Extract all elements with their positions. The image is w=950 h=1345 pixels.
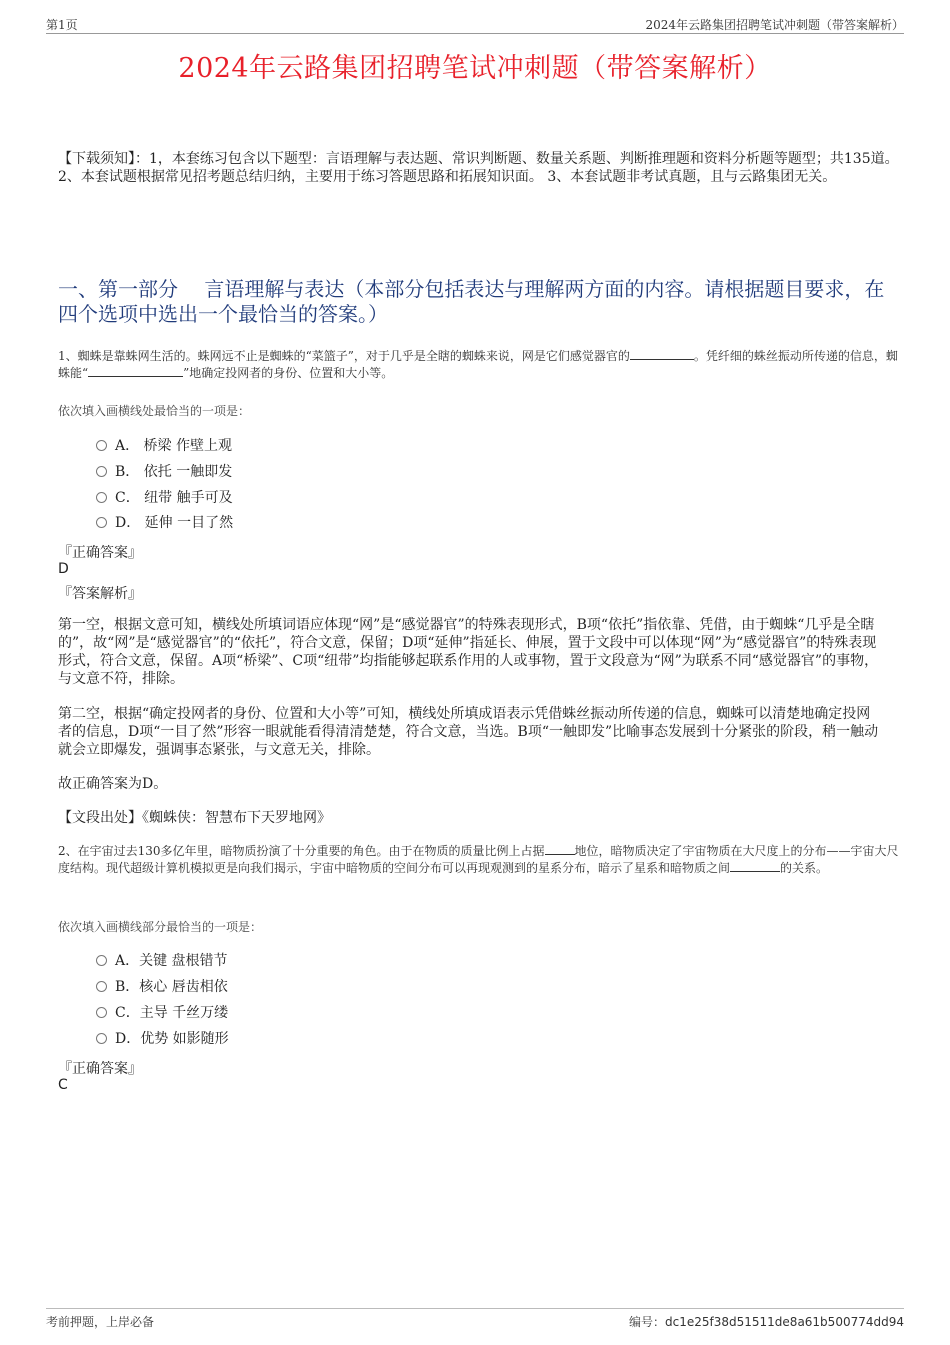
q2-answer: C xyxy=(58,1077,68,1093)
q1-option-d[interactable]: D． 延伸 一目了然 xyxy=(96,514,233,532)
q2-option-b[interactable]: B．核心 唇齿相依 xyxy=(96,978,228,996)
q1-option-b[interactable]: B． 依托 一触即发 xyxy=(96,463,232,481)
q2-option-a[interactable]: A．关键 盘根错节 xyxy=(96,952,228,970)
q1-answer: D xyxy=(58,561,69,577)
footer-slogan: 考前押题，上岸必备 xyxy=(46,1315,155,1329)
radio-icon[interactable] xyxy=(96,440,107,451)
blank-1 xyxy=(630,348,694,360)
header-doc-title: 2024年云路集团招聘笔试冲刺题（带答案解析） xyxy=(645,18,904,32)
q2-option-c[interactable]: C．主导 千丝万缕 xyxy=(96,1004,228,1022)
q1-option-a[interactable]: A． 桥梁 作壁上观 xyxy=(96,437,232,455)
page-number: 第1页 xyxy=(46,18,78,32)
q1-option-c[interactable]: C． 纽带 触手可及 xyxy=(96,489,233,507)
q1-analysis-label: 『答案解析』 xyxy=(58,586,142,602)
radio-icon[interactable] xyxy=(96,1007,107,1018)
header-divider xyxy=(46,33,904,34)
section-heading: 一、第一部分 言语理解与表达（本部分包括表达与理解两方面的内容。请根据题目要求，在四个选项中选出一个最恰当的答案。） xyxy=(58,277,885,326)
blank-2 xyxy=(730,860,780,872)
radio-icon[interactable] xyxy=(96,981,107,992)
page-title: 2024年云路集团招聘笔试冲刺题（带答案解析） xyxy=(178,53,772,84)
question-2-stem: 2、在宇宙过去130多亿年里，暗物质扮演了十分重要的角色。由于在物质的质量比例上占据 地位，暗物质决定了宇宙物质在大尺度上的分布——宇宙大尺度结构。现代超级计算机模拟更是向我们揭示，宇宙中暗物质的空间分布可以再现观测到的星系分布，暗示了星系和暗物质之间 的关系。 xyxy=(58,844,899,875)
radio-icon[interactable] xyxy=(96,955,107,966)
footer-code: 编号：dc1e25f38d51511de8a61b500774dd94 xyxy=(629,1315,904,1329)
blank-1 xyxy=(545,843,575,855)
radio-icon[interactable] xyxy=(96,517,107,528)
q1-analysis-paragraph-1: 第一空，根据文意可知，横线处所填词语应体现“网”是“感觉器官”的特殊表现形式，B项“依托”指依靠、凭借，由于蜘蛛“几乎是全瞎的”，故“网”是“感觉器官”的“依托”，符合文意，保留；D项“延伸”指延长、伸展，置于文段中可以体现“网”为“感觉器官”的特殊表现形式，符合文意，保留。A项“桥梁”、C项“纽带”均指能够起联系作用的人或事物，置于文段意为“网”为联系不同“感觉器官”的事物，与文意不符，排除。 xyxy=(58,617,879,687)
radio-icon[interactable] xyxy=(96,466,107,477)
question-1-hint: 依次填入画横线处最恰当的一项是： xyxy=(58,404,251,418)
footer-divider xyxy=(46,1308,904,1309)
q1-source: 【文段出处】《蜘蛛侠：智慧布下天罗地网》 xyxy=(58,810,331,826)
q1-conclusion: 故正确答案为D。 xyxy=(58,776,168,792)
blank-2 xyxy=(88,365,183,377)
radio-icon[interactable] xyxy=(96,492,107,503)
q2-answer-label: 『正确答案』 xyxy=(58,1061,142,1077)
q1-analysis-paragraph-2: 第二空，根据“确定投网者的身份、位置和大小等”可知，横线处所填成语表示凭借蛛丝振动所传递的信息，蜘蛛可以清楚地确定投网者的信息，D项“一目了然”形容一眼就能看得清清楚楚，符合文意，当选。B项“一触即发”比喻事态发展到十分紧张的阶段，稍一触动就会立即爆发，强调事态紧张，与文意无关，排除。 xyxy=(58,706,879,758)
download-notice: 【下载须知】：1，本套练习包含以下题型：言语理解与表达题、常识判断题、数量关系题、判断推理题和资料分析题等题型；共135道。 2、本套试题根据常见招考题总结归纳，主要用于练习答题思路和拓展知识面。 3、本套试题非考试真题，且与云路集团无关。 xyxy=(58,151,899,185)
q1-answer-label: 『正确答案』 xyxy=(58,545,142,561)
radio-icon[interactable] xyxy=(96,1033,107,1044)
question-1-stem: 1、蜘蛛是靠蛛网生活的。蛛网远不止是蜘蛛的“菜篮子”，对于几乎是全瞎的蜘蛛来说，网是它们感觉器官的 。凭纤细的蛛丝振动所传递的信息，蜘蛛能“ ”地确定投网者的身份、位置和大小等。 xyxy=(58,349,898,380)
q2-option-d[interactable]: D．优势 如影随形 xyxy=(96,1030,229,1048)
question-2-hint: 依次填入画横线部分最恰当的一项是： xyxy=(58,920,263,934)
